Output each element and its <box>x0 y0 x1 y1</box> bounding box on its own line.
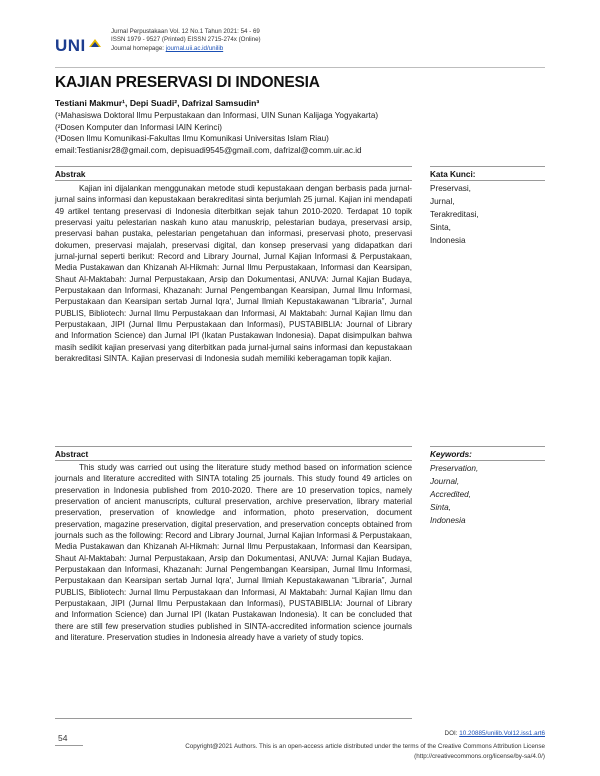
keywords-list <box>430 462 478 527</box>
abstract-bottom-rule <box>55 718 412 719</box>
unilib-logo <box>55 34 107 58</box>
kata-kunci-item: Terakreditasi, <box>430 210 479 219</box>
kata-kunci-list <box>430 182 479 247</box>
logo-book-icon <box>88 36 102 50</box>
header-divider <box>55 67 545 68</box>
abstract-heading-rule <box>55 460 412 461</box>
homepage-label: Journal homepage: <box>111 44 164 52</box>
article-title: KAJIAN PRESERVASI DI INDONESIA <box>55 74 320 91</box>
abstract-paragraph: This study was carried out using the literature study method based on information science journals and literature accredited with SINTA totaling 25 journals. This study found 49 articles on preservation in Indonesia published from 2010-2020. There are 10 preservation topics, namely preservation of ancient manuscripts, cultural preservation, archive preservation, library material preservation, preservation of knowledge and information, photo preservation, document preservation, magazine preservation, digital preservation, and preservation concepts obtained from journals such as the following: Record and Library Journal, Jurnal Kajian Informasi & Perpustakaan, Media Pustakawan dan Khizanah Al-Hikmah: Jurnal Ilmu Perpustakaan, Informasi dan Kearsipan, Shaut Al-Maktabah: Jurnal Perpustakaan, Arsip dan Dokumentasi, ANUVA: Jurnal Kajian Budaya, Perpustakaan dan Informasi, Khazanah: Jurnal Pengembangan Kearsipan, Jurnal Ilmu Informasi, Perpustakaan dan Kearsipan sertab Jurnal Iqra', Jurnal Ilmiah Kepustakawanan “Libraria”, Jurnal PUBLIS, Bibliotech: Jurnal Ilmu Perpustakaan dan Informasi, Al Maktabah: Jurnal Kajian Ilmu dan Perpustakaan, JIPI (Jurnal Ilmu Perpustakaan dan Informasi), PUSTABIBLIA: Journal of Library and Information Science) dan Jurnal IPI (Ikatan Pustakawan Indonesia). It can be concluded that there are still few preservation studies published in SINTA-accredited information science journals and literature. Preservation studies in Indonesia already have a variety of study topics. <box>55 463 412 643</box>
abstract-heading: Abstract <box>55 450 89 459</box>
homepage-line <box>111 45 261 53</box>
keywords-top-rule <box>430 446 545 447</box>
abstrak-body <box>55 183 412 365</box>
keywords-item: Sinta, <box>430 503 451 512</box>
kata-kunci-item: Preservasi, <box>430 184 471 193</box>
doi-link[interactable]: 10.20885/unilib.Vol12.iss1.art6 <box>459 730 545 737</box>
kata-kunci-item: Jurnal, <box>430 197 455 206</box>
abstrak-top-rule <box>55 166 412 167</box>
doi-line <box>445 730 545 737</box>
doi-label: DOI: <box>444 730 458 737</box>
page-number: 54 <box>58 733 68 743</box>
author-emails: email:Testianisr28@gmail.com, depisuadi9545@gmail.com, dafrizal@comm.uir.ac.id <box>55 145 362 155</box>
abstract-body <box>55 462 412 644</box>
keywords-item: Indonesia <box>430 516 466 525</box>
abstract-top-rule <box>55 446 412 447</box>
kata-kunci-heading: Kata Kunci: <box>430 170 476 179</box>
kata-kunci-heading-rule <box>430 180 545 181</box>
keywords-heading-rule <box>430 460 545 461</box>
issn-line: ISSN 1979 - 9527 (Printed) EISSN 2715-274x (Online) <box>111 36 261 44</box>
journal-header <box>55 28 545 64</box>
logo-text: UNI <box>55 36 86 55</box>
kata-kunci-item: Sinta, <box>430 223 451 232</box>
keywords-item: Accredited, <box>430 490 471 499</box>
kata-kunci-top-rule <box>430 166 545 167</box>
copyright-notice <box>105 742 545 761</box>
footer-divider <box>55 745 83 746</box>
author-list: Testiani Makmur¹, Depi Suadi², Dafrizal Samsudin³ <box>55 98 260 108</box>
abstrak-paragraph: Kajian ini dijalankan menggunakan metode studi kepustakaan dengan berbasis pada jurnal-jurnal sains informasi dan kepustakaan berakreditasi sinta berjumlah 25 jurnal. Kajian ini mendapati 49 artikel tentang preservasi di Indonesia diterbitkan sejak tahun 2010-2020. Terdapat 10 topik preservasi yaitu pelestarian naskah kuno atau manuskrip, pelestarian budaya, preservasi arsip, preservasi bahan pustaka, pelestarian pengetahuan dan informasi, preservasi photo, preservasi dokumen, preservasi majalah, preservasi digital, dan konsep preservasi yang didapatkan dari jurnal-jurnal seperti berikut: Record and Library Journal, Jurnal Kajian Informasi & Perpustakaan, Media Pustakawan dan Khizanah Al-Hikmah: Jurnal Ilmu Perpustakaan, Informasi dan Kearsipan, Shaut Al-Maktabah: Jurnal Perpustakaan, Arsip dan Dokumentasi, ANUVA: Jurnal Kajian Budaya, Perpustakaan dan Informasi, Khazanah: Jurnal Pengembangan Kearsipan, Jurnal Ilmu Informasi, Perpustakaan dan Kearsipan sertab Jurnal Iqra', Jurnal Ilmiah Kepustakawanan “Libraria”, Jurnal PUBLIS, Bibliotech: Jurnal Ilmu Perpustakaan dan Informasi, Al Maktabah: Jurnal Kajian Ilmu dan Perpustakaan, JIPI (Jurnal Ilmu Perpustakaan dan Informasi), PUSTABIBLIA: Journal of Library and Information Science) dan Jurnal IPI (Ikatan Pustakawan Indonesia). Dapat disimpulkan bahwa masih sedikit kajian preservasi yang diterbitkan pada jurnal-jurnal sains informasi dan kepustakaan berakreditasi SINTA. Kajian preservasi di Indonesia sudah memiliki keberagaman topik kajian. <box>55 184 412 364</box>
journal-info <box>111 28 261 53</box>
license-link[interactable]: (http://creativecommons.org/license/by-sa/4.0/) <box>414 752 545 760</box>
homepage-link[interactable]: journal.uii.ac.id/unilib <box>165 44 224 52</box>
keywords-item: Preservation, <box>430 464 479 473</box>
abstrak-heading-rule <box>55 180 412 181</box>
affiliation-3: (³Dosen Ilmu Komunikasi-Fakultas Ilmu Komunikasi Universitas Islam Riau) <box>55 134 329 144</box>
affiliation-1: (¹Mahasiswa Doktoral Ilmu Perpustakaan dan Informasi, UIN Sunan Kalijaga Yogyakarta) <box>55 111 379 120</box>
copyright-line: Copyright@2021 Authors. This is an open-access article distributed under the terms of the Creative Commons Attribution License <box>185 743 545 750</box>
affiliation-2: (²Dosen Komputer dan Informasi IAIN Kerinci) <box>55 122 222 132</box>
abstrak-heading: Abstrak <box>55 170 86 179</box>
keywords-heading: Keywords: <box>430 450 472 459</box>
journal-volume-line: Jurnal Perpustakaan Vol. 12 No.1 Tahun 2021: 54 - 69 <box>111 28 260 35</box>
affiliations <box>55 110 378 156</box>
keywords-item: Journal, <box>430 477 460 486</box>
kata-kunci-item: Indonesia <box>430 236 466 245</box>
